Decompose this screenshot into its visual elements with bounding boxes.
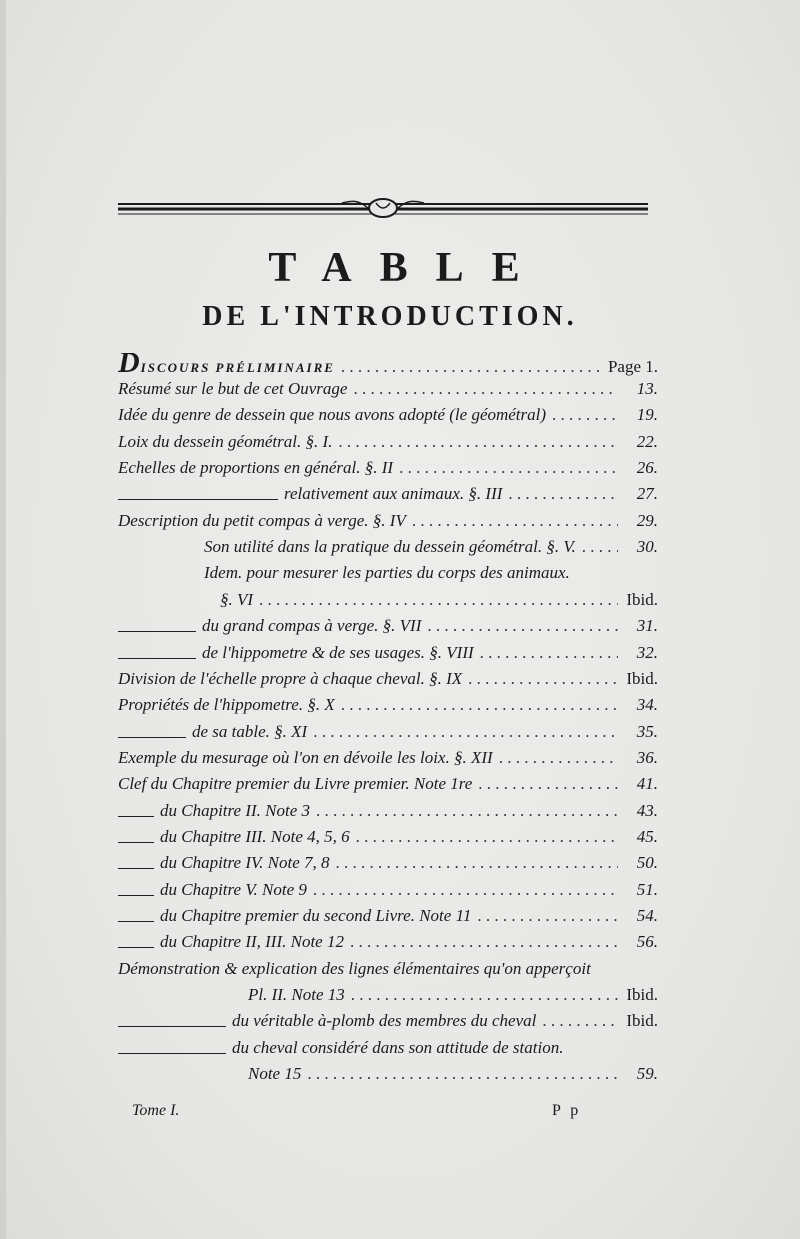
dot-leader (341, 357, 602, 377)
ditto-rule (118, 649, 196, 659)
dot-leader (412, 511, 618, 531)
toc-entry-text: Note 15 (248, 1064, 302, 1083)
ditto-rule (118, 807, 154, 817)
toc-page-number: 31. (636, 616, 658, 635)
toc-entry (118, 669, 658, 695)
toc-entry-text: du véritable à-plomb des membres du cheval (232, 1011, 537, 1030)
toc-page-number: Ibid. (626, 590, 658, 609)
toc-entry (118, 353, 658, 379)
toc-entry-text: du Chapitre II, III. Note 12 (160, 932, 344, 951)
toc-entry-text: du Chapitre V. Note 9 (160, 880, 307, 899)
dot-leader (552, 405, 618, 425)
dot-leader (351, 985, 618, 1005)
dot-leader (259, 590, 618, 610)
toc-entry-text: Loix du dessein géométral. §. I. (118, 432, 333, 451)
toc-entry (204, 537, 658, 563)
page-title: TABLE (268, 245, 548, 291)
toc-entry-text: du grand compas à verge. §. VII (202, 616, 422, 635)
toc-entry-text: Démonstration & explication des lignes élémentaires qu'on apperçoit (118, 959, 591, 978)
header-ornament (118, 197, 648, 221)
ditto-rule (118, 728, 186, 738)
ditto-rule (118, 886, 154, 896)
toc-entry-text: Clef du Chapitre premier du Livre premier. Note 1re (118, 774, 473, 793)
toc-entry (118, 432, 658, 458)
footer-volume: Tome I. (132, 1102, 180, 1119)
dot-leader (468, 669, 618, 689)
toc-page-number: 59. (636, 1064, 658, 1083)
toc-entry-text: Résumé sur le but de cet Ouvrage (118, 379, 348, 398)
dot-leader (508, 484, 618, 504)
dot-leader (480, 643, 618, 663)
toc-entry (118, 616, 658, 642)
ditto-rule (118, 1017, 226, 1027)
toc-page-number: 35. (636, 722, 658, 741)
toc-entry (118, 695, 658, 721)
dot-leader (478, 774, 618, 794)
toc-page-number: 34. (636, 695, 658, 714)
toc-entry (118, 458, 658, 484)
toc-entry-text: du cheval considéré dans son attitude de station. (232, 1038, 564, 1057)
toc-page-number: 43. (636, 801, 658, 820)
footer-signature: P p (552, 1102, 582, 1119)
dot-leader (313, 880, 618, 900)
dot-leader (316, 801, 618, 821)
toc-page-number: 22. (636, 432, 658, 451)
toc-entry (248, 985, 658, 1011)
toc-entry (118, 484, 658, 510)
toc-entry-text: du Chapitre II. Note 3 (160, 801, 310, 820)
dot-leader (542, 1011, 618, 1031)
toc-entry (118, 643, 658, 669)
toc-page-number: 51. (636, 880, 658, 899)
toc-entry-text: Echelles de proportions en général. §. II (118, 458, 394, 477)
toc-entry-text: Son utilité dans la pratique du dessein géométral. §. V. (204, 537, 576, 556)
small-caps-text: ISCOURS PRÉLIMINAIRE (140, 360, 335, 375)
toc-entry-text: Pl. II. Note 13 (248, 985, 345, 1004)
toc-entry-text: du Chapitre IV. Note 7, 8 (160, 853, 330, 872)
toc-page-number: 29. (636, 511, 658, 530)
dot-leader (338, 432, 618, 452)
toc-entry (118, 379, 658, 405)
ditto-rule (118, 1044, 226, 1054)
dot-leader (336, 853, 618, 873)
toc-entry (118, 827, 658, 853)
dot-leader (399, 458, 618, 478)
toc-entry-text: §. VI (220, 590, 254, 609)
toc-entry (248, 1064, 658, 1090)
toc-page-number: Ibid. (626, 985, 658, 1004)
toc-page-number: 30. (636, 537, 658, 556)
toc-page-number: 54. (636, 906, 658, 925)
ditto-rule (118, 490, 278, 500)
toc-page-number: 13. (636, 379, 658, 398)
toc-entry (118, 801, 658, 827)
toc-entry (118, 880, 658, 906)
dot-leader (353, 379, 618, 399)
toc-entry-text: du Chapitre III. Note 4, 5, 6 (160, 827, 350, 846)
toc-entry (118, 1038, 658, 1064)
dot-leader (350, 932, 618, 952)
toc-entry (204, 563, 658, 589)
ditto-rule (118, 912, 154, 922)
toc-entry (118, 511, 658, 537)
toc-entry-text: Description du petit compas à verge. §. IV (118, 511, 406, 530)
toc-page-number: 41. (636, 774, 658, 793)
dot-leader (313, 722, 618, 742)
ditto-rule (118, 833, 154, 843)
toc-page-number: 32. (636, 643, 658, 662)
toc-entry-text: Idée du genre de dessein que nous avons adopté (le géométral) (118, 405, 547, 424)
toc-entry-text: Propriétés de l'hippometre. §. X (118, 695, 335, 714)
toc-page-number: 56. (636, 932, 658, 951)
toc-entry-text (118, 353, 335, 377)
toc-entry-text: de l'hippometre & de ses usages. §. VIII (202, 643, 474, 662)
toc-page-number: 26. (636, 458, 658, 477)
toc-entry (118, 722, 658, 748)
toc-entry (118, 906, 658, 932)
dot-leader (341, 695, 618, 715)
toc-entry (118, 774, 658, 800)
drop-cap: D (118, 353, 140, 379)
page-edge (0, 0, 6, 1239)
toc-entry-text: Idem. pour mesurer les parties du corps des animaux. (204, 563, 570, 582)
toc-entry (118, 1011, 658, 1037)
toc-entry (118, 959, 658, 985)
toc-page-number: 36. (636, 748, 658, 767)
toc-page-number: Ibid. (626, 669, 658, 688)
toc-entry-text: de sa table. §. XI (192, 722, 308, 741)
toc-page-number: 45. (636, 827, 658, 846)
ditto-rule (118, 622, 196, 632)
toc-entry-text: Division de l'échelle propre à chaque cheval. §. IX (118, 669, 463, 688)
toc-entry (118, 748, 658, 774)
dot-leader (582, 537, 618, 557)
toc-entry (118, 932, 658, 958)
toc-page-number: 19. (636, 405, 658, 424)
toc-entry-text: Exemple du mesurage où l'on en dévoile les loix. §. XII (118, 748, 493, 767)
ditto-rule (118, 938, 154, 948)
dot-leader (499, 748, 618, 768)
toc-entry-text: relativement aux animaux. §. III (284, 484, 503, 503)
page-subtitle: DE L'INTRODUCTION. (202, 301, 578, 332)
ditto-rule (118, 859, 154, 869)
toc-page-number: 27. (636, 484, 658, 503)
toc-page-number: Page 1. (607, 357, 658, 376)
toc-entry (118, 853, 658, 879)
toc-entry (220, 590, 658, 616)
toc-page-number: 50. (636, 853, 658, 872)
toc-entry-text: du Chapitre premier du second Livre. Note 11 (160, 906, 472, 925)
dot-leader (356, 827, 618, 847)
dot-leader (307, 1064, 618, 1084)
dot-leader (477, 906, 618, 926)
toc-page-number: Ibid. (626, 1011, 658, 1030)
toc-entry (118, 405, 658, 431)
dot-leader (427, 616, 618, 636)
